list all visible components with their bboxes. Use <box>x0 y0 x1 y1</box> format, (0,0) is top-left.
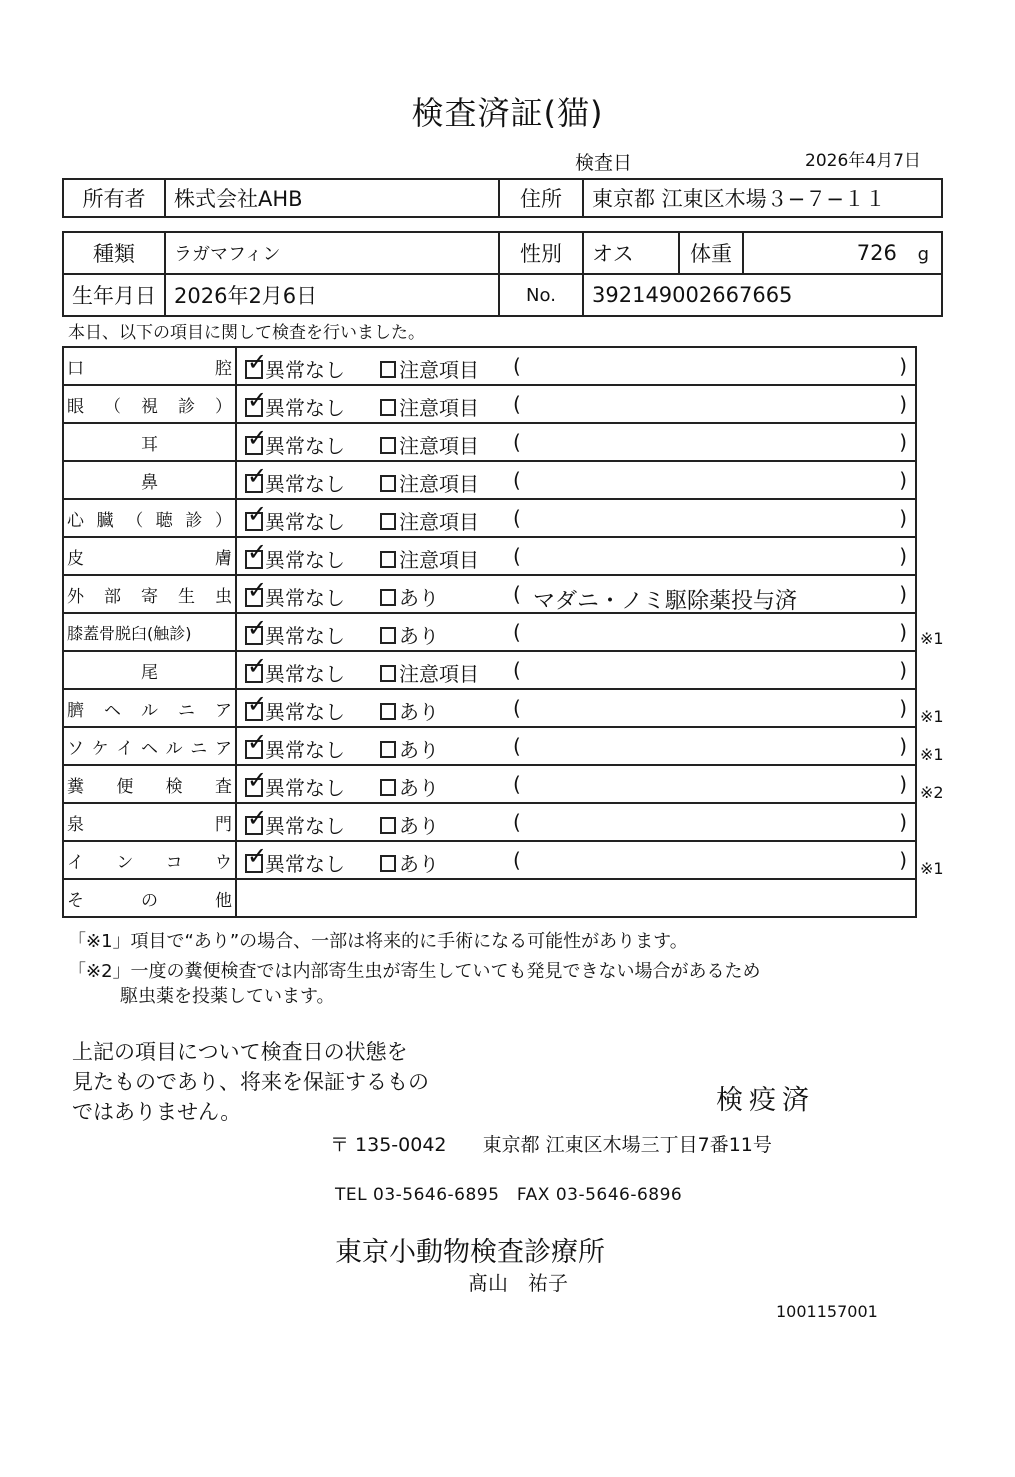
item-row <box>63 727 916 765</box>
option-label: あり <box>399 738 439 762</box>
option-label: あり <box>399 814 439 838</box>
normal-checkbox[interactable] <box>245 576 345 611</box>
checked-box-icon <box>245 348 268 379</box>
checked-box-icon <box>245 500 268 531</box>
option-label: 注意項目 <box>399 510 479 534</box>
option-checkbox[interactable] <box>380 810 439 839</box>
normal-label: 異常なし <box>265 738 345 762</box>
option-label: あり <box>399 700 439 724</box>
option-checkbox[interactable] <box>380 506 479 535</box>
option-checkbox[interactable] <box>380 468 479 497</box>
option-label: 注意項目 <box>399 358 479 382</box>
item-row <box>63 461 916 499</box>
normal-checkbox[interactable] <box>245 766 345 801</box>
checked-box-icon <box>245 462 268 493</box>
item-row <box>63 879 916 917</box>
checked-box-icon <box>245 386 268 417</box>
checkmark-icon: ✓ <box>247 424 268 452</box>
item-result <box>236 651 916 689</box>
checkmark-icon: ✓ <box>247 766 268 794</box>
item-result <box>236 347 916 385</box>
breed-label: 種類 <box>63 232 165 274</box>
item-label: 尾 <box>63 651 236 689</box>
empty-box-icon <box>380 741 396 758</box>
checkmark-icon: ✓ <box>247 690 268 718</box>
empty-box-icon <box>380 513 396 530</box>
item-label: イ ン コ ウ <box>63 841 236 879</box>
birth-label: 生年月日 <box>63 274 165 316</box>
empty-box-icon <box>380 817 396 834</box>
checkmark-icon: ✓ <box>247 538 268 566</box>
checked-box-icon <box>245 842 268 873</box>
item-label: 膝蓋骨脱臼(触診) <box>63 613 236 651</box>
checkmark-icon: ✓ <box>247 348 268 376</box>
declaration-line-2: 見たものであり、将来を保証するもの <box>72 1070 429 1094</box>
normal-checkbox[interactable] <box>245 462 345 497</box>
option-checkbox[interactable] <box>380 772 439 801</box>
item-row <box>63 347 916 385</box>
option-checkbox[interactable] <box>380 392 479 421</box>
item-result <box>236 385 916 423</box>
open-paren: ( <box>513 810 521 834</box>
no-value: 392149002667665 <box>583 274 942 316</box>
pet-table <box>62 231 943 317</box>
street-address: 東京都 江東区木場三丁目7番11号 <box>482 1134 772 1156</box>
checkmark-icon: ✓ <box>247 500 268 528</box>
item-label: 口 腔 <box>63 347 236 385</box>
checked-box-icon <box>245 538 268 569</box>
option-label: 注意項目 <box>399 548 479 572</box>
item-result <box>236 461 916 499</box>
note-2-line-1: 「※2」一度の糞便検査では内部寄生虫が寄生していても発見できない場合があるため <box>68 961 761 982</box>
open-paren: ( <box>513 696 521 720</box>
close-paren: ) <box>899 544 907 568</box>
item-label: 皮 膚 <box>63 537 236 575</box>
normal-checkbox[interactable] <box>245 842 345 877</box>
item-row <box>63 651 916 689</box>
item-result <box>236 499 916 537</box>
item-row <box>63 765 916 803</box>
checkmark-icon: ✓ <box>247 386 268 414</box>
document-number: 1001157001 <box>776 1302 878 1321</box>
open-paren: ( <box>513 544 521 568</box>
option-checkbox[interactable] <box>380 848 439 877</box>
checkmark-icon: ✓ <box>247 652 268 680</box>
option-label: 注意項目 <box>399 396 479 420</box>
intro-text: 本日、以下の項目に関して検査を行いました。 <box>68 323 425 343</box>
item-row <box>63 499 916 537</box>
empty-box-icon <box>380 399 396 416</box>
item-label: 鼻 <box>63 461 236 499</box>
footnote-mark: ※1 <box>920 707 944 726</box>
item-label: 臍 ヘ ル ニ ア <box>63 689 236 727</box>
checked-box-icon <box>245 652 268 683</box>
option-checkbox[interactable] <box>380 354 479 383</box>
item-row <box>63 613 916 651</box>
empty-box-icon <box>380 665 396 682</box>
owner-value: 株式会社AHB <box>165 179 499 217</box>
declaration-line-3: ではありません。 <box>72 1100 242 1124</box>
normal-checkbox[interactable] <box>245 538 345 573</box>
close-paren: ) <box>899 848 907 872</box>
close-paren: ) <box>899 772 907 796</box>
close-paren: ) <box>899 658 907 682</box>
normal-label: 異常なし <box>265 700 345 724</box>
item-label: 泉 門 <box>63 803 236 841</box>
normal-checkbox[interactable] <box>245 728 345 763</box>
option-checkbox[interactable] <box>380 734 439 763</box>
item-note: マダニ・ノミ駆除薬投与済 <box>533 589 798 614</box>
normal-label: 異常なし <box>265 358 345 382</box>
option-checkbox[interactable] <box>380 430 479 459</box>
item-row <box>63 689 916 727</box>
checked-box-icon <box>245 424 268 455</box>
item-row <box>63 575 916 613</box>
checked-box-icon <box>245 614 268 645</box>
open-paren: ( <box>513 658 521 682</box>
normal-checkbox[interactable] <box>245 652 345 687</box>
exam-date-label: 検査日 <box>575 152 633 174</box>
open-paren: ( <box>513 734 521 758</box>
normal-label: 異常なし <box>265 472 345 496</box>
normal-label: 異常なし <box>265 434 345 458</box>
normal-label: 異常なし <box>265 814 345 838</box>
item-label: ソ ケ イ ヘ ル ニ ア <box>63 727 236 765</box>
empty-box-icon <box>380 779 396 796</box>
checkmark-icon: ✓ <box>247 804 268 832</box>
weight-value: 726 <box>856 241 897 265</box>
empty-box-icon <box>380 703 396 720</box>
address-value: 東京都 江東区木場３−７−１１ <box>583 179 942 217</box>
item-result <box>236 879 916 917</box>
checked-box-icon <box>245 766 268 797</box>
item-label: 心 臓 （ 聴 診 ） <box>63 499 236 537</box>
normal-checkbox[interactable] <box>245 386 345 421</box>
empty-box-icon <box>380 437 396 454</box>
close-paren: ) <box>899 392 907 416</box>
breed-value: ラガマフィン <box>165 232 499 274</box>
declaration-line-1: 上記の項目について検査日の状態を <box>72 1040 408 1064</box>
close-paren: ) <box>899 620 907 644</box>
empty-box-icon <box>380 361 396 378</box>
close-paren: ) <box>899 810 907 834</box>
checked-box-icon <box>245 804 268 835</box>
item-result <box>236 689 916 727</box>
footnote-mark: ※1 <box>920 745 944 764</box>
open-paren: ( <box>513 848 521 872</box>
empty-box-icon <box>380 627 396 644</box>
close-paren: ) <box>899 734 907 758</box>
checked-box-icon <box>245 690 268 721</box>
open-paren: ( <box>513 392 521 416</box>
sex-label: 性別 <box>499 232 583 274</box>
item-row <box>63 423 916 461</box>
weight-cell <box>743 232 942 274</box>
item-row <box>63 803 916 841</box>
option-label: あり <box>399 776 439 800</box>
open-paren: ( <box>513 430 521 454</box>
option-checkbox[interactable] <box>380 582 439 611</box>
item-row <box>63 537 916 575</box>
item-result <box>236 423 916 461</box>
footnote-mark: ※1 <box>920 859 944 878</box>
no-label: No. <box>499 274 583 316</box>
option-checkbox[interactable] <box>380 658 479 687</box>
open-paren: ( <box>513 582 521 606</box>
inspection-table <box>62 346 917 918</box>
item-result <box>236 841 916 879</box>
normal-label: 異常なし <box>265 624 345 648</box>
option-label: あり <box>399 852 439 876</box>
quarantine-stamp: 検疫済 <box>716 1085 815 1116</box>
item-label: そ の 他 <box>63 879 236 917</box>
normal-checkbox[interactable] <box>245 614 345 649</box>
option-checkbox[interactable] <box>380 620 439 649</box>
clinic-name: 東京小動物検査診療所 <box>335 1237 605 1268</box>
address-label: 住所 <box>499 179 583 217</box>
normal-label: 異常なし <box>265 776 345 800</box>
open-paren: ( <box>513 468 521 492</box>
weight-label: 体重 <box>679 232 743 274</box>
option-label: あり <box>399 586 439 610</box>
note-1: 「※1」項目で“あり”の場合、一部は将来的に手術になる可能性があります。 <box>68 931 688 952</box>
item-result <box>236 613 916 651</box>
sex-value: オス <box>583 232 679 274</box>
checkmark-icon: ✓ <box>247 728 268 756</box>
item-result <box>236 537 916 575</box>
postal-code: 〒 135-0042 <box>330 1134 447 1156</box>
normal-checkbox[interactable] <box>245 804 345 839</box>
item-row <box>63 385 916 423</box>
close-paren: ) <box>899 582 907 606</box>
empty-box-icon <box>380 475 396 492</box>
checkmark-icon: ✓ <box>247 576 268 604</box>
footnote-mark: ※1 <box>920 629 944 648</box>
weight-unit: g <box>917 244 929 265</box>
normal-label: 異常なし <box>265 586 345 610</box>
item-label: 糞 便 検 査 <box>63 765 236 803</box>
option-label: 注意項目 <box>399 662 479 686</box>
option-label: 注意項目 <box>399 472 479 496</box>
option-checkbox[interactable] <box>380 544 479 573</box>
item-result <box>236 575 916 613</box>
checked-box-icon <box>245 728 268 759</box>
item-result <box>236 765 916 803</box>
open-paren: ( <box>513 354 521 378</box>
item-result <box>236 727 916 765</box>
owner-label: 所有者 <box>63 179 165 217</box>
normal-label: 異常なし <box>265 662 345 686</box>
open-paren: ( <box>513 506 521 530</box>
empty-box-icon <box>380 589 396 606</box>
birth-value: 2026年2月6日 <box>165 274 499 316</box>
checkmark-icon: ✓ <box>247 842 268 870</box>
footnote-mark: ※2 <box>920 783 944 802</box>
checked-box-icon <box>245 576 268 607</box>
normal-label: 異常なし <box>265 548 345 572</box>
empty-box-icon <box>380 855 396 872</box>
option-checkbox[interactable] <box>380 696 439 725</box>
item-label: 眼 （ 視 診 ） <box>63 385 236 423</box>
clinic-address <box>330 1130 772 1157</box>
option-label: 注意項目 <box>399 434 479 458</box>
exam-date-value: 2026年4月7日 <box>805 151 921 171</box>
normal-label: 異常なし <box>265 510 345 534</box>
checkmark-icon: ✓ <box>247 462 268 490</box>
close-paren: ) <box>899 468 907 492</box>
checkmark-icon: ✓ <box>247 614 268 642</box>
option-label: あり <box>399 624 439 648</box>
item-label: 耳 <box>63 423 236 461</box>
open-paren: ( <box>513 772 521 796</box>
veterinarian-name: 髙山 祐子 <box>468 1271 568 1295</box>
normal-label: 異常なし <box>265 852 345 876</box>
close-paren: ) <box>899 506 907 530</box>
open-paren: ( <box>513 620 521 644</box>
item-row <box>63 841 916 879</box>
note-2-line-2: 駆虫薬を投薬しています。 <box>120 986 335 1007</box>
normal-checkbox[interactable] <box>245 500 345 535</box>
normal-checkbox[interactable] <box>245 348 345 383</box>
close-paren: ) <box>899 696 907 720</box>
normal-label: 異常なし <box>265 396 345 420</box>
document-title: 検査済証(猫) <box>411 94 604 132</box>
close-paren: ) <box>899 354 907 378</box>
normal-checkbox[interactable] <box>245 690 345 725</box>
item-result <box>236 803 916 841</box>
close-paren: ) <box>899 430 907 454</box>
empty-box-icon <box>380 551 396 568</box>
clinic-phone: TEL 03-5646-6895 FAX 03-5646-6896 <box>335 1185 683 1205</box>
normal-checkbox[interactable] <box>245 424 345 459</box>
item-label: 外 部 寄 生 虫 <box>63 575 236 613</box>
owner-table <box>62 178 943 218</box>
